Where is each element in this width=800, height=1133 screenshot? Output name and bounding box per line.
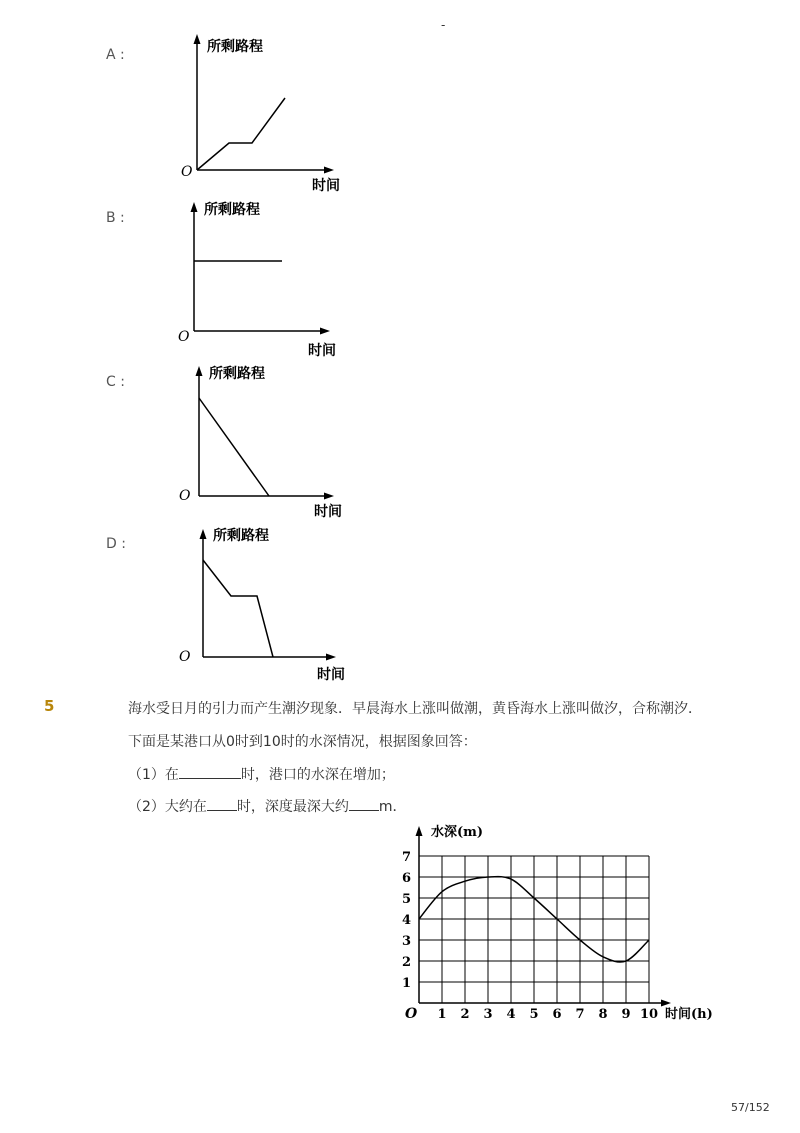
option-b-graph	[170, 195, 370, 360]
x-tick-label: 1	[437, 1007, 447, 1022]
y-axis-label: 所剩路程	[209, 366, 265, 382]
y-tick-label: 7	[401, 850, 411, 865]
y-axis-label: 所剩路程	[204, 202, 260, 218]
chart-x-axis-arrow	[661, 1000, 671, 1007]
option-c-label: C :	[106, 374, 125, 390]
chart-grid	[419, 856, 649, 1003]
y-tick-label: 1	[401, 976, 411, 991]
y-tick-label: 5	[401, 892, 411, 907]
question-part-2	[128, 796, 407, 816]
x-tick-label: 4	[506, 1007, 516, 1022]
chart-y-tick-labels	[402, 850, 411, 991]
x-tick-label: 6	[552, 1007, 562, 1022]
x-tick-label: 8	[598, 1007, 608, 1022]
q1-prefix: （1）在	[128, 767, 179, 783]
x-axis-arrow	[324, 167, 334, 174]
origin-label: O	[181, 164, 193, 180]
chart-y-axis-label: 水深(m)	[431, 825, 484, 840]
option-c-graph	[170, 360, 370, 525]
chart-origin-label: O	[405, 1006, 418, 1022]
q2-time-blank[interactable]	[207, 796, 237, 811]
option-a-label: A :	[106, 47, 125, 63]
q2-prefix: （2）大约在	[128, 799, 207, 815]
x-axis-arrow	[326, 654, 336, 661]
q2-suffix: m．	[378, 799, 407, 815]
chart-x-tick-labels	[437, 1007, 658, 1022]
y-axis-arrow	[200, 529, 207, 539]
question-part-1	[128, 764, 395, 784]
x-tick-label: 9	[621, 1007, 631, 1022]
y-axis-arrow	[196, 366, 203, 376]
option-b-label: B :	[106, 210, 125, 226]
q2-depth-blank[interactable]	[349, 796, 379, 811]
y-tick-label: 4	[401, 913, 411, 928]
q1-suffix: 时，港口的水深在增加；	[240, 767, 395, 783]
chart-y-axis-arrow	[416, 826, 423, 836]
question-line-2: 下面是某港口从0时到10时的水深情况，根据图象回答：	[128, 734, 477, 750]
q2-mid: 时，深度最深大约	[236, 799, 349, 815]
question-line-1: 海水受日月的引力而产生潮汐现象．早晨海水上涨叫做潮，黄昏海水上涨叫做汐，合称潮汐．	[128, 701, 702, 717]
x-axis-label: 时间	[317, 667, 345, 683]
option-a-graph	[170, 30, 370, 195]
x-axis-label: 时间	[314, 504, 342, 520]
origin-label: O	[179, 488, 191, 504]
x-axis-label: 时间	[312, 178, 340, 194]
chart-x-axis-label: 时间(h)	[665, 1007, 713, 1022]
distance-line	[199, 398, 269, 496]
header-mark: -	[441, 18, 446, 32]
distance-line	[203, 560, 273, 657]
y-tick-label: 6	[401, 871, 411, 886]
option-d-graph	[170, 522, 370, 687]
x-tick-label: 2	[460, 1007, 470, 1022]
y-tick-label: 2	[401, 955, 411, 970]
origin-label: O	[179, 649, 191, 665]
x-axis-arrow	[324, 493, 334, 500]
x-axis-label: 时间	[308, 343, 336, 359]
origin-label: O	[178, 329, 190, 345]
x-tick-label: 10	[639, 1007, 659, 1022]
y-axis-label: 所剩路程	[213, 528, 269, 544]
distance-line	[197, 98, 285, 170]
option-d-label: D :	[106, 536, 126, 552]
x-tick-label: 5	[529, 1007, 539, 1022]
x-tick-label: 7	[575, 1007, 585, 1022]
x-tick-label: 3	[483, 1007, 493, 1022]
y-axis-arrow	[194, 34, 201, 44]
y-tick-label: 3	[401, 934, 411, 949]
question-number: 5	[44, 697, 55, 715]
x-axis-arrow	[320, 328, 330, 335]
y-axis-label: 所剩路程	[207, 39, 263, 55]
page-number: 57/152	[731, 1101, 770, 1114]
tide-chart	[395, 818, 725, 1033]
y-axis-arrow	[191, 202, 198, 212]
q1-answer-blank[interactable]	[179, 764, 241, 779]
